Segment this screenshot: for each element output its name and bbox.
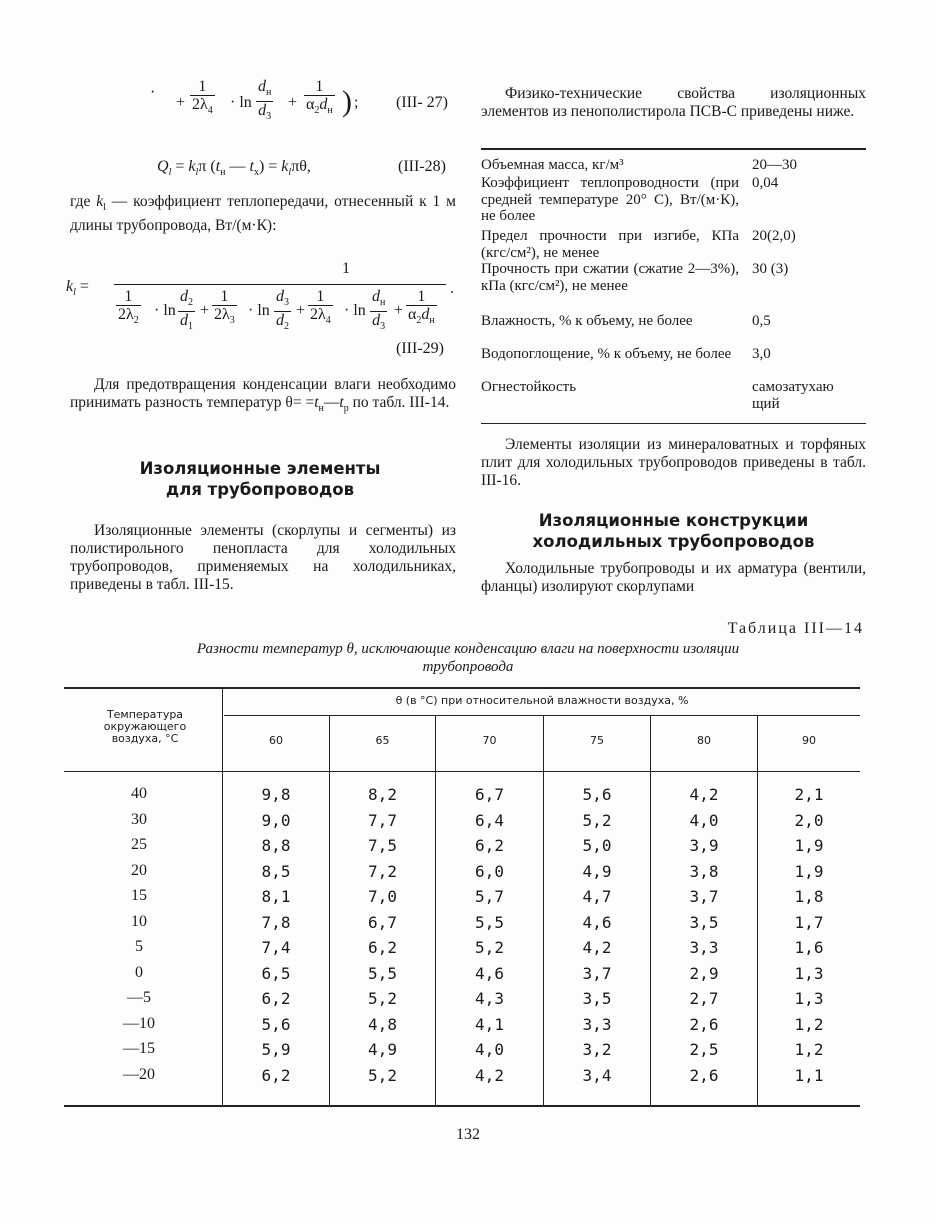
theta-cell: 4,2	[475, 1065, 504, 1085]
theta-cell: 8,5	[261, 861, 291, 881]
temperature-cell: 40	[131, 785, 147, 802]
theta-cell: 2,6	[689, 1014, 719, 1034]
theta-cell: 5,6	[582, 785, 612, 804]
theta-cell: 3,4	[582, 1065, 612, 1085]
theta-cell: 5,2	[475, 938, 504, 957]
mineral-paragraph: Элементы изоляции из минераловатных и торфяных плит для холодильных трубопроводов приведены в табл. III-16.	[481, 436, 866, 489]
humidity-header: 80	[697, 734, 711, 747]
theta-cell: 7,8	[261, 912, 291, 932]
theta-cell: 3,7	[582, 963, 612, 983]
theta-cell: 4,0	[689, 810, 719, 830]
humidity-header: 70	[482, 734, 497, 747]
table-caption: Разности температур θ, исключающие конденсацию влаги на поверхности изоляции трубопровода	[196, 641, 740, 675]
theta-cell: 6,2	[475, 836, 504, 855]
temperature-cell: —10	[123, 1014, 155, 1032]
section-heading-left: Изоляционные элементы для трубопроводов	[139, 459, 381, 499]
theta-cell: 2,6	[689, 1065, 719, 1085]
condensation-paragraph: Для предотвращения конденсации влаги необходимо принимать разность температур $\theta= =t_н—t_р$ по табл. III-14.	[70, 376, 456, 415]
theta-cell: 4,8	[368, 1014, 397, 1034]
table-top-rule	[64, 687, 860, 689]
theta-cell: 9,0	[261, 810, 291, 830]
formula-number: (III-28)	[398, 158, 446, 175]
theta-cell: 2,0	[794, 810, 824, 830]
theta-cell: 6,7	[475, 785, 504, 804]
theta-cell: 3,9	[689, 836, 719, 855]
temperature-cell: —15	[123, 1040, 155, 1057]
section-paragraph-right: Холодильные трубопроводы и их арматура (вентили, фланцы) изолируют скорлупами	[481, 560, 866, 595]
kl-definition: где $k_l$ — коэффициент теплопередачи, отнесенный к 1 м длины трубопровода, Вт/(м·К):	[70, 193, 456, 235]
table-header-rule	[64, 771, 860, 772]
theta-cell: 3,3	[582, 1014, 612, 1034]
theta-cell: 4,2	[582, 938, 612, 957]
theta-cell: 5,0	[582, 836, 612, 855]
theta-cell: 3,2	[582, 1040, 612, 1059]
formula-iii-28: $Q_l = k_l\pi$ ($t_н$ — $t_х) = k_l\pi\theta$, (III-28)	[157, 158, 446, 179]
theta-cell: 3,3	[689, 938, 719, 957]
theta-cell: 5,2	[368, 989, 397, 1008]
theta-cell: 1,9	[794, 836, 824, 855]
theta-cell: 3,5	[689, 912, 719, 932]
theta-cell: 3,7	[689, 887, 719, 906]
theta-cell: 8,8	[261, 836, 291, 855]
theta-cell: 2,1	[794, 785, 824, 804]
theta-cell: 8,2	[368, 785, 397, 804]
theta-cell: 1,1	[794, 1065, 824, 1085]
theta-cell: 6,2	[261, 1065, 291, 1085]
formula-number: (III-29)	[396, 340, 444, 357]
section-paragraph-left: Изоляционные элементы (скорлупы и сегменты) из полистирольного пенопласта для холодильных трубопроводов, применяемых на холодильниках, приведены в табл. III-15.	[70, 522, 456, 593]
theta-cell: 1,6	[794, 938, 824, 957]
formula-number: (III- 27)	[396, 94, 448, 111]
theta-cell: 7,7	[368, 810, 397, 830]
properties-top-rule	[481, 148, 866, 150]
humidity-header: 65	[375, 734, 390, 747]
temperature-cell: 0	[135, 963, 143, 981]
theta-cell: 4,6	[582, 912, 612, 932]
theta-cell: 6,0	[475, 861, 504, 881]
col0-header: Температура окружающего воздуха, °С	[103, 708, 187, 745]
page-number: 132	[456, 1126, 480, 1143]
properties-intro: Физико-технические свойства изоляционных элементов из пенополистирола ПСВ-С приведены ниже.	[481, 85, 866, 120]
theta-cell: 9,8	[261, 785, 291, 804]
theta-cell: 3,8	[689, 861, 719, 881]
theta-cell: 2,9	[689, 963, 719, 983]
theta-cell: 4,9	[368, 1040, 397, 1059]
theta-cell: 6,4	[475, 810, 504, 830]
theta-cell: 6,7	[368, 912, 397, 932]
theta-cell: 5,2	[582, 810, 612, 830]
properties-bottom-rule	[481, 423, 866, 424]
theta-cell: 1,2	[794, 1040, 824, 1059]
theta-cell: 4,2	[689, 785, 719, 804]
theta-cell: 4,9	[582, 861, 612, 881]
theta-cell: 5,5	[475, 912, 504, 932]
theta-cell: 4,6	[475, 963, 504, 983]
theta-cell: 5,2	[368, 1065, 397, 1085]
humidity-header: 90	[802, 734, 816, 747]
theta-cell: 1,3	[794, 989, 824, 1008]
theta-cell: 1,8	[794, 887, 824, 906]
theta-cell: 8,1	[261, 887, 291, 906]
theta-cell: 5,5	[368, 963, 397, 983]
theta-cell: 3,5	[582, 989, 612, 1008]
theta-cell: 4,7	[582, 887, 612, 906]
theta-cell: 6,2	[261, 989, 291, 1008]
formula-iii-27: · + $\frac{1}{2\lambda_4}$ · ln $d_н$ $d_3$ + 1 $\alpha_2d_н$ ) ; (III- 27)	[150, 78, 448, 123]
theta-cell: 4,1	[475, 1014, 504, 1034]
theta-cell: 1,9	[794, 861, 824, 881]
theta-cell: 1,3	[794, 963, 824, 983]
theta-cell: 7,0	[368, 887, 397, 906]
table-label: Таблица III—14	[727, 620, 864, 637]
temperature-cell: 10	[131, 912, 147, 930]
theta-cell: 7,4	[261, 938, 291, 957]
theta-cell: 4,0	[475, 1040, 504, 1059]
theta-cell: 7,2	[368, 861, 397, 881]
theta-cell: 5,7	[475, 887, 504, 906]
temperature-cell: 30	[131, 810, 147, 828]
theta-cell: 6,5	[261, 963, 291, 983]
theta-cell: 1,7	[794, 912, 824, 932]
section-heading-right: Изоляционные конструкции холодильных трубопроводов	[532, 511, 815, 551]
temperature-cell: 20	[131, 861, 147, 879]
group-header: θ (в °С) при относительной влажности воздуха, %	[395, 694, 689, 707]
theta-cell: 1,2	[794, 1014, 824, 1034]
temperature-cell: —5	[127, 989, 151, 1006]
table-group-rule	[224, 715, 860, 716]
temperature-cell: 5	[135, 938, 143, 955]
theta-cell: 4,3	[475, 989, 504, 1008]
theta-cell: 2,5	[689, 1040, 719, 1059]
table-bottom-rule	[64, 1105, 860, 1107]
formula-iii-29: $k_l$ = 1 . $\frac{1}{2\lambda_2}$ · ln $\frac{d_2}{d_1}$ + $\frac{1}{2\lambda_3}$ · ln $\frac{d_3}{d_2}$ + $\frac{1}{2\lambda_4}$ · ln $d_н$ $d_3$ + 1 $\alpha_2d_н$ (III-29)	[66, 260, 454, 357]
theta-cell: 5,9	[261, 1040, 291, 1059]
theta-cell: 5,6	[261, 1014, 291, 1034]
temperature-cell: 25	[131, 836, 147, 853]
humidity-header: 60	[269, 734, 283, 747]
temperature-cell: —20	[123, 1065, 155, 1083]
table-iii-14	[64, 687, 860, 1107]
humidity-header: 75	[590, 734, 604, 747]
theta-cell: 6,2	[368, 938, 397, 957]
theta-cell: 7,5	[368, 836, 397, 855]
temperature-cell: 15	[131, 887, 147, 904]
theta-cell: 2,7	[689, 989, 719, 1008]
